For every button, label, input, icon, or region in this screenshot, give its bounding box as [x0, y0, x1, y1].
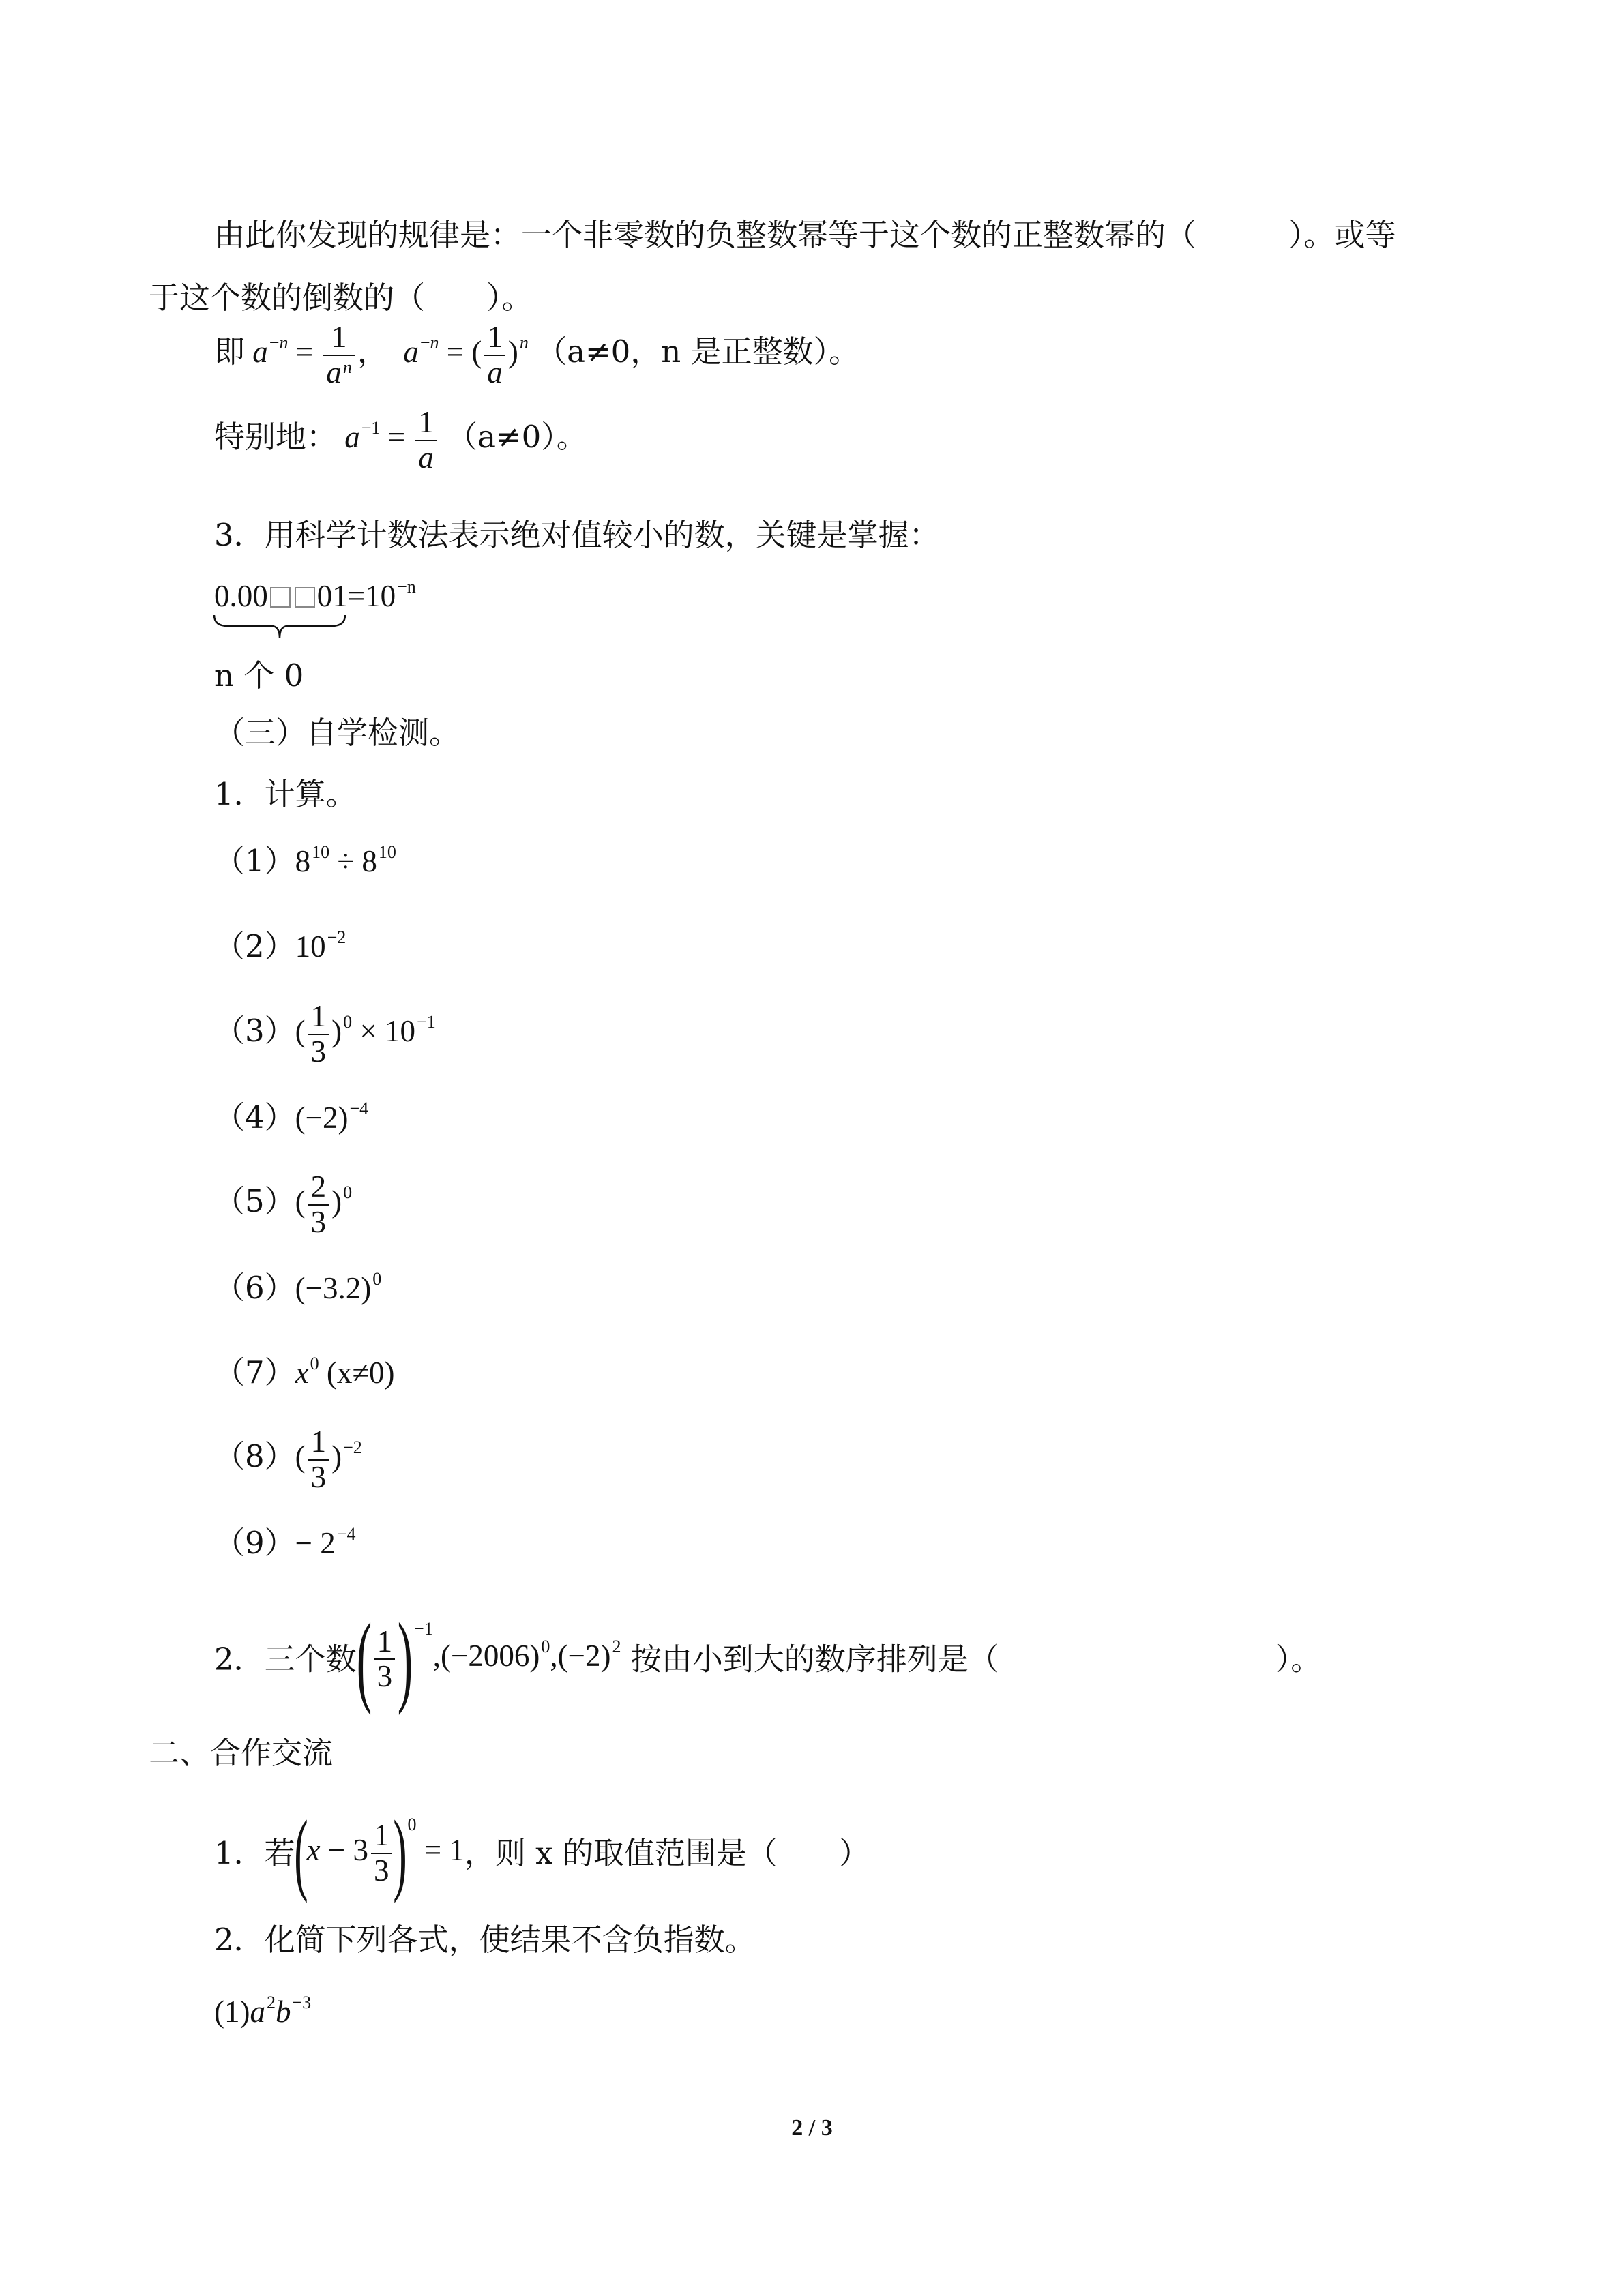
cooperation-heading: 二、合作交流: [149, 1735, 334, 1771]
rule-paragraph-line-2: 于这个数的倒数的（ ）。: [149, 280, 533, 316]
calc-item-3: （3）( $\frac{1}{3}$ )$^0 \times 10^{-1}$: [214, 999, 436, 1069]
calc-item-4: $(4)(-2)^{-4}$: [214, 1099, 369, 1135]
sci-notation-expression: 0.00 $01=10^{-n}$: [214, 577, 416, 613]
special-case-rule: 特别地： $a^{-1}$ = $\frac{1}{a}$ （a≠0）。: [214, 405, 587, 475]
page-number: 2 / 3: [791, 2115, 833, 2141]
self-test-heading: （三）自学检测。: [214, 715, 460, 751]
calc-item-1: $(1)8^{10} \div 8^{10}$: [214, 842, 396, 879]
calc-item-8: （8）( $\frac{1}{3}$ )$^{-2}$: [214, 1425, 362, 1494]
rule-paragraph-line-1: 由此你发现的规律是：一个非零数的负整数幂等于这个数的正整数幂的（ ）。或等: [214, 217, 1396, 253]
calc-item-5: （5）( $\frac{2}{3}$ )$^0$: [214, 1169, 353, 1239]
question-2: 2．三个数( $\frac{1}{3}$ )$^{-1},(-2006)^0,(-2)^2$ 按由小到大的数序排列是（ ）。: [214, 1602, 1322, 1716]
cooperation-question-2: 2．化简下列各式，使结果不含负指数。: [214, 1922, 756, 1958]
calc-item-2: $(2)10^{-2}$: [214, 927, 346, 964]
placeholder-box: [270, 587, 291, 608]
cooperation-item-1: $(1)a^2b^{-3}$: [214, 1993, 312, 2029]
cooperation-question-1: 1．若(x − 3 $\frac{1}{3}$ )$^0$ = 1，则 x 的取值范围是（ ）: [214, 1802, 870, 1904]
calc-item-9: $(9)- 2^{-4}$: [214, 1524, 356, 1561]
placeholder-box: [295, 587, 315, 608]
negative-exponent-rule: 即 $a^{-n}$ = $\frac{1}{a^n}$ ， $a^{-n}$ = ( $\frac{1}{a}$ )$^n$ （a≠0，n 是正整数）。: [214, 320, 860, 389]
sci-notation-title: 3．用科学计数法表示绝对值较小的数，关键是掌握：: [214, 517, 940, 553]
underbrace: [213, 612, 346, 642]
calc-item-6: $(6)(-3.2)^0$: [214, 1269, 382, 1306]
calc-item-7: $(7)x^0$ (x≠0): [214, 1354, 395, 1390]
underbrace-label: n 个 0: [214, 657, 304, 694]
question-1-title: 1．计算。: [214, 776, 357, 812]
